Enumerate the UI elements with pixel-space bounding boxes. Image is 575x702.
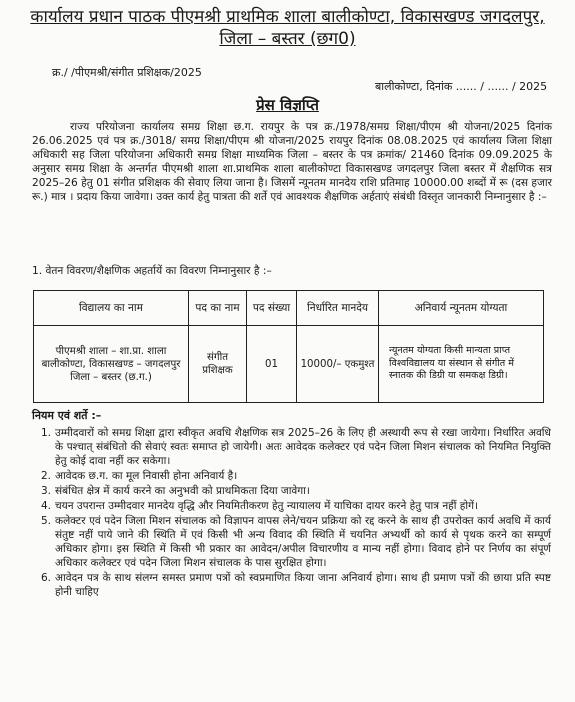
rule-text: उम्मीदवारों को समग्र शिक्षा द्वारा स्वीकृत अवधि शैक्षणिक सत्र 2025–26 के लिए ही अस्थायी रूप से रखा जायेगा। निर्धारित अवधि के पश्चात् संबंधितो की सेवाएं स्वतः समाप्त हो जायेगी। अतः आवेदक कलेक्टर एवं पदेन जिला मिशन संचालक को नियमित नियुक्ति हेतु कोई दावा नहीं कर सकेगा। [55, 427, 551, 467]
post-count-cell: 01 [247, 326, 297, 403]
rule-item [41, 426, 551, 468]
rule-number: 4. [41, 500, 52, 512]
reference-number: क्र./ /पीएमश्री/संगीत प्रशिक्षक/2025 [52, 66, 202, 79]
rule-number: 3. [41, 485, 52, 497]
rule-item [41, 514, 551, 570]
honorarium-cell: 10000/– एकमुश्त [297, 326, 379, 403]
rule-item [41, 484, 551, 498]
rule-text: कलेक्टर एवं पदेन जिला मिशन संचालक को विज्ञापन वापस लेने/चयन प्रक्रिया को रद्द करने के साथ ही उपरोक्त कार्य अवधि में कार्य संतुष्ट नहीं पाये जाने की स्थिति में एवं किसी भी अन्य विवाद की स्थिति में चयनित अभ्यर्थी को कार्य से पृथक करने का सम्पूर्ण अधिकार होगा। इस स्थिति में किसी भी प्रकार का आवेदन/अपील विचारणीय व मान्य नहीं होगा। विवाद होने पर निर्णय का संपूर्ण अधिकार कलेक्टर एवं पदेन जिला मिशन संचालक के पास सुरक्षित होगा। [55, 515, 551, 569]
table-header-cell: अनिवार्य न्यूनतम योग्यता [379, 291, 544, 326]
rule-number: 5. [41, 515, 52, 527]
office-header-line-1: कार्यालय प्रधान पाठक पीएमश्री प्राथमिक शाला बालीकोण्टा, विकासखण्ड जगदलपुर, [30, 7, 545, 27]
rule-text: आवेदन पत्र के साथ संलग्न समस्त प्रमाण पत्रों को स्वप्रमाणित किया जाना अनिवार्य होगा। साथ ही प्रमाण पत्रों की छाया प्रति स्पष्ट होनी चाहिए [55, 572, 551, 598]
rule-number: 2. [41, 470, 52, 482]
vacancy-table [33, 290, 544, 403]
office-header-line-2: जिला – बस्तर (छग0) [219, 29, 356, 49]
table-header-row [34, 291, 544, 326]
rule-number: 6. [41, 572, 52, 584]
table-header-cell: निर्धारित मानदेय [297, 291, 379, 326]
rule-text: चयन उपरान्त उम्मीदवार मानदेय वृद्धि और नियमितीकरण हेतु न्यायालय में याचिका दायर करने हेतु पात्र नहीं होगें। [55, 500, 478, 512]
rules-list [41, 426, 551, 600]
rules-heading: नियम एवं शर्ते :– [32, 409, 102, 422]
document-title: प्रेस विज्ञप्ति [256, 96, 319, 114]
rule-text: आवेदक छ.ग. का मूल निवासी होना अनिवार्य है। [55, 470, 238, 482]
body-paragraph: राज्य परियोजना कार्यालय समग्र शिक्षा छ.ग. रायपुर के पत्र क्र./1978/समग्र शिक्षा/पीएम श्री योजना/2025 दिनांक 26.06.2025 एवं पत्र क्र./3018/ समग्र शिक्षा/पीएम श्री योजना/2025 रायपुर दिनांक 08.08.2025 एवं कार्यालय जिला शिक्षा अधिकारी सह जिला परियोजना अधिकारी समग्र शिक्षा माध्यमिक जिला – बस्तर के पत्र क्रमांक/ 21460 दिनांक 09.09.2025 के अनुसार समग्र शिक्षा के अन्तर्गत पीएमश्री शाला शा.प्राथमिक शाला बालीकोण्टा विकासखण्ड जगदलपुर जिला बस्तर में शैक्षणिक सत्र 2025–26 हेतु 01 संगीत प्रशिक्षक की सेवाए लिया जाना है। जिसमें न्यूनतम मानदेय राशि प्रतिमाह 10000.00 शब्दों में रू (दस हजार रू.) मात्र । प्रदाय किया जावेगा। उक्त कार्य हेतु पात्रता की शर्ते एवं आवश्यक शैक्षणिक अर्हताएं संबंधी विस्तृत जानकारी निम्नानुसार है :– [32, 121, 552, 204]
table-header-cell: पद का नाम [189, 291, 247, 326]
place-date: बालीकोण्टा, दिनांक ...... / ...... / 2025 [375, 80, 548, 93]
qualification-cell: न्यूनतम योग्यता किसी मान्यता प्राप्त विश्वविद्यालय या संस्थान से संगीत में स्नातक की डिग्री या समकक्ष डिग्री। [379, 326, 544, 403]
table-header-cell: विद्यालय का नाम [34, 291, 189, 326]
rule-item [41, 571, 551, 599]
table-row [34, 326, 544, 403]
post-name-cell: संगीत प्रशिक्षक [189, 326, 247, 403]
rule-text: संबंधित क्षेत्र में कार्य करने का अनुभवी को प्राथमिकता दिया जावेगा। [55, 485, 310, 497]
section-1-heading: 1. वेतन विवरण/शैक्षणिक अहर्तायें का विवरण निम्नानुसार है :– [32, 265, 272, 277]
rule-item [41, 499, 551, 513]
rule-item [41, 469, 551, 483]
school-name-cell: पीएमश्री शाला – शा.प्रा. शाला बालीकोण्टा, विकासखण्ड – जगदलपुर जिला – बस्तर (छ.ग.) [34, 326, 189, 403]
table-header-cell: पद संख्या [247, 291, 297, 326]
rule-number: 1. [41, 427, 52, 439]
